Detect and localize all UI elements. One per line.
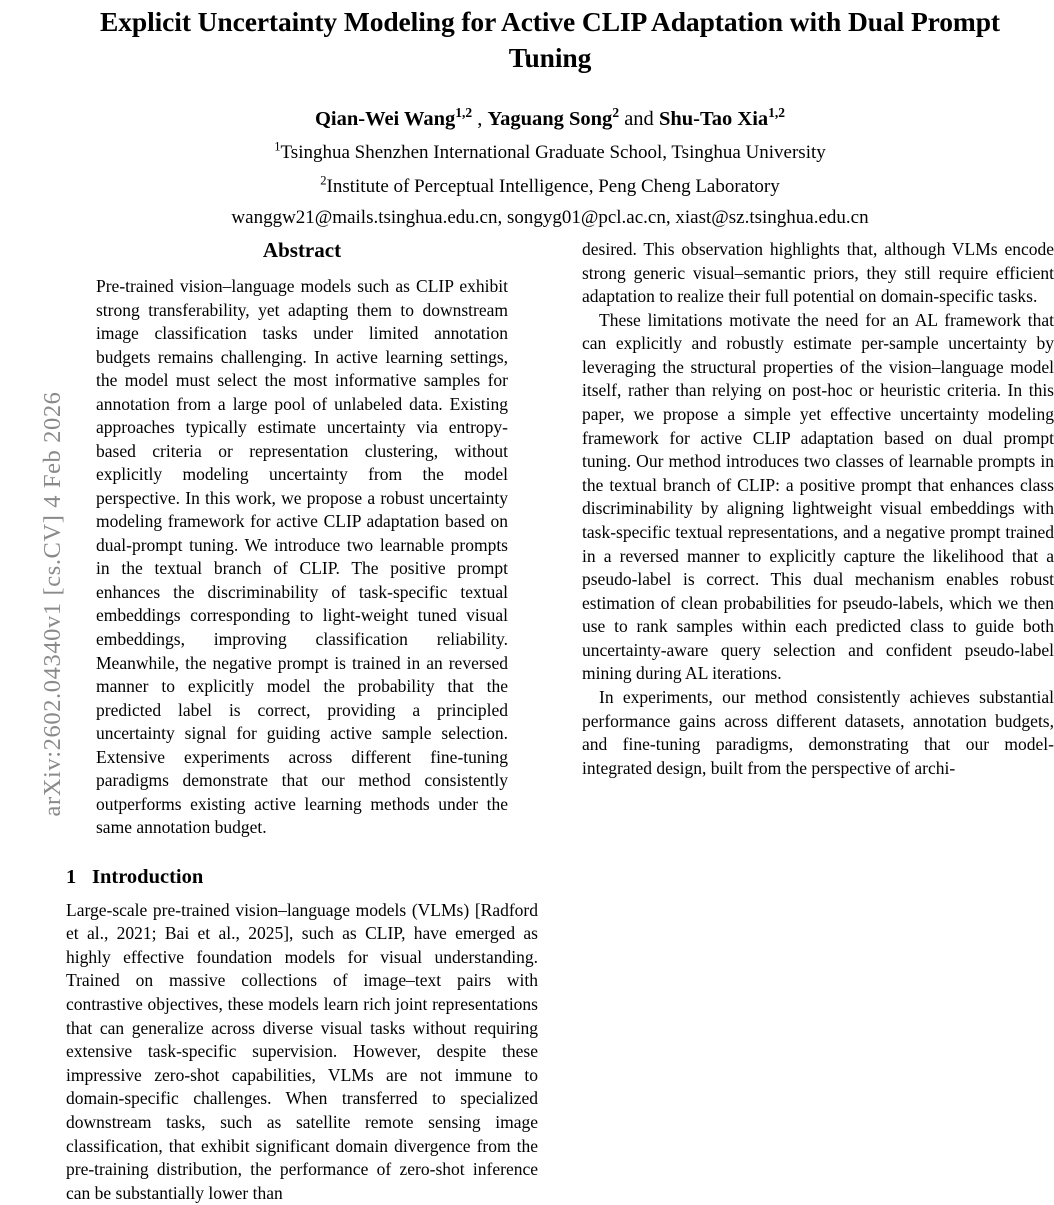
author-emails: wanggw21@mails.tsinghua.edu.cn, songyg01@pcl.ac.cn, xiast@sz.tsinghua.edu.cn xyxy=(231,207,869,229)
abstract-heading: Abstract xyxy=(262,238,342,262)
left-column xyxy=(66,238,538,1205)
abstract-text: Pre-trained vision–language models such as CLIP exhibit strong transferability, yet adapting them to downstream image classification tasks under limited annotation budgets remains challenging. In active learning settings, the model must select the most informative samples for annotation from a large pool of unlabeled data. Existing approaches typically estimate uncertainty via entropy-based criteria or representation clustering, without explicitly modeling uncertainty from the model perspective. In this work, we propose a robust uncertainty modeling framework for active CLIP adaptation based on dual-prompt tuning. We introduce two learnable prompts in the textual branch of CLIP. The positive prompt enhances the discriminability of task-specific textual embeddings corresponding to light-weight tuned visual embeddings, improving classification reliability. Meanwhile, the negative prompt is trained in an reversed manner to explicitly model the probability that the predicted label is correct, providing a principled uncertainty signal for guiding active sample selection. Extensive experiments across different fine-tuning paradigms demonstrate that our method consistently outperforms existing active learning methods under the same annotation budget. xyxy=(96,276,508,838)
right-column xyxy=(582,238,1054,1205)
author-2-affil-marker: 2 xyxy=(612,104,620,120)
page-title: Explicit Uncertainty Modeling for Active CLIP Adaptation with Dual Prompt Tuning xyxy=(100,6,1000,73)
author-3-affil-marker: 1,2 xyxy=(768,104,786,120)
author-separator-1: , xyxy=(472,107,488,130)
section-title: Introduction xyxy=(92,865,204,888)
paragraph-intro-1: Large-scale pre-trained vision–language models (VLMs) [Radford et al., 2021; Bai et al., 2025], such as CLIP, have emerged as highly effective foundation models for visual understanding. Trained on massive collections of image–text pairs with contrastive objectives, these models learn rich joint representations that can generalize across diverse visual tasks without requiring extensive task-specific supervision. However, despite these impressive zero-shot capabilities, VLMs are not immune to domain-specific challenges. When transferred to specialized downstream tasks, such as satellite remote sensing image classification, that exhibit significant domain divergence from the pre-training distribution, the performance of zero-shot inference can be substantially lower than xyxy=(66,899,538,1203)
affiliation-1-marker: 1 xyxy=(274,139,281,154)
paper-header xyxy=(66,0,1054,229)
section-heading-introduction xyxy=(66,866,538,889)
paragraph-intro-3: In experiments, our method consistently achieves substantial performance gains across different datasets, annotation budgets, and fine-tuning paradigms, demonstrating that our model-integrated design, built from the perspective of archi- xyxy=(582,686,1054,778)
author-conjunction: and xyxy=(619,107,659,130)
affiliation-2-text: Institute of Perceptual Intelligence, Peng Cheng Laboratory xyxy=(326,176,780,198)
affiliation-1 xyxy=(66,140,1054,166)
paragraph-intro-1-cont: desired. This observation highlights that, although VLMs encode strong generic visual–semantic priors, they still require efficient adaptation to realize their full potential on domain-specific tasks. xyxy=(582,239,1054,307)
author-2-name: Yaguang Song xyxy=(487,107,613,130)
affiliation-1-text: Tsinghua Shenzhen International Graduate School, Tsinghua University xyxy=(280,141,826,163)
author-1-name: Qian-Wei Wang xyxy=(314,107,456,130)
author-1-affil-marker: 1,2 xyxy=(455,104,473,120)
section-number: 1 xyxy=(66,865,77,888)
affiliation-2-marker: 2 xyxy=(320,174,327,188)
affiliation-2 xyxy=(66,174,1054,200)
paragraph-intro-2: These limitations motivate the need for an AL framework that can explicitly and robustly estimate per-sample uncertainty by leveraging the structural properties of the vision–language model itself, rather than relying on post-hoc or heuristic criteria. In this paper, we propose a simple yet effective uncertainty modeling framework for active CLIP adaptation based on dual prompt tuning. Our method introduces two classes of learnable prompts in the textual branch of CLIP: a positive prompt that enhances class discriminability by aligning lightweight visual embeddings with task-specific textual representations, and a negative prompt trained in a reversed manner to explicitly capture the likelihood that a pseudo-label is correct. This dual mechanism enables robust estimation of clean probabilities for pseudo-labels, which we then use to rank samples within each predicted class to guide both uncertainty-aware query selection and confident pseudo-label mining during AL iterations. xyxy=(582,309,1054,684)
arxiv-stamp: arXiv:2602.04340v1 [cs.CV] 4 Feb 2026 xyxy=(39,391,66,817)
author-list xyxy=(66,104,1054,131)
author-3-name: Shu-Tao Xia xyxy=(658,107,769,130)
two-column-body xyxy=(66,238,1054,1205)
